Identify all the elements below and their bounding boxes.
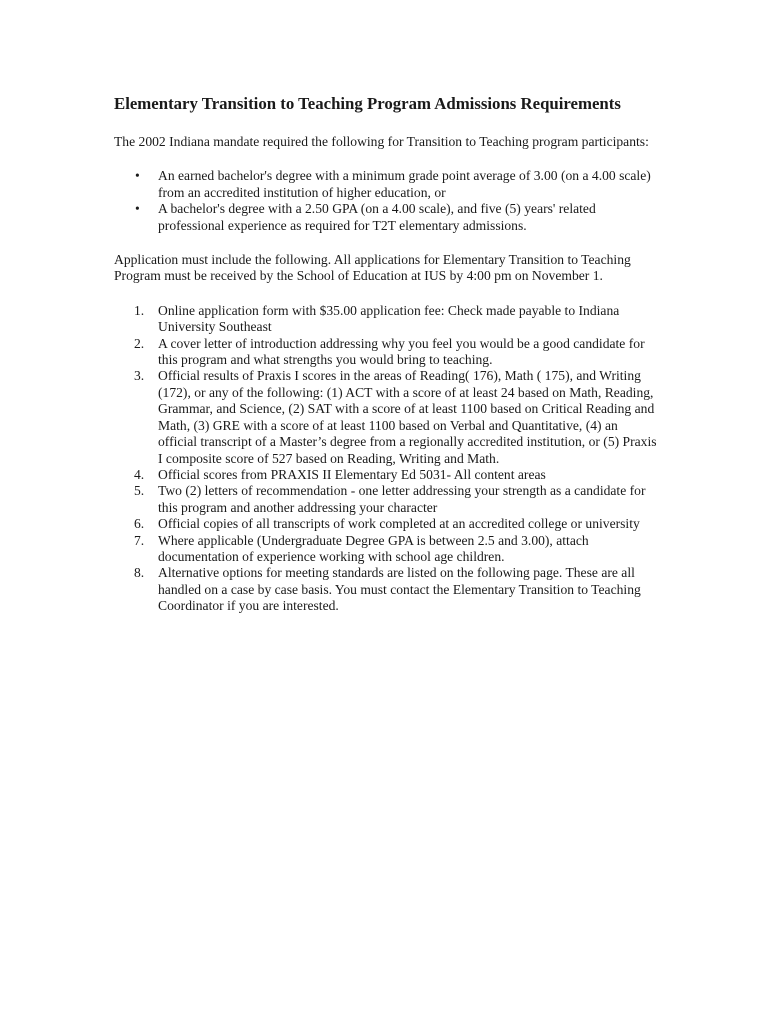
requirement-number: 4. <box>134 466 145 482</box>
requirement-item <box>114 565 659 614</box>
requirement-number: 8. <box>134 565 145 581</box>
requirement-text: Online application form with $35.00 application fee: Check made payable to Indiana University Southeast <box>158 302 620 335</box>
requirements-list <box>114 303 659 615</box>
requirement-item <box>114 303 659 336</box>
requirement-number: 1. <box>134 302 145 318</box>
bullet-item <box>114 201 659 234</box>
requirement-text: Official copies of all transcripts of work completed at an accredited college or university <box>158 516 640 532</box>
intro-paragraph: The 2002 Indiana mandate required the following for Transition to Teaching program participants: <box>114 134 649 149</box>
requirement-number: 2. <box>134 335 145 351</box>
eligibility-bullet-list <box>114 168 659 234</box>
requirement-item <box>114 516 659 532</box>
bullet-text: A bachelor's degree with a 2.50 GPA (on a 4.00 scale), and five (5) years' related professional experience as required for T2T elementary admissions. <box>158 201 596 233</box>
requirement-item <box>114 467 659 483</box>
requirement-item <box>114 336 659 369</box>
requirement-text: Two (2) letters of recommendation - one letter addressing your strength as a candidate for this program and another addressing your character <box>158 483 646 515</box>
bullet-text: An earned bachelor's degree with a minimum grade point average of 3.00 (on a 4.00 scale) from an accredited institution of higher education, or <box>158 168 651 200</box>
requirement-text: Official results of Praxis I scores in the areas of Reading( 176), Math ( 175), and Writing (172), or any of the following: (1) ACT with a score of at least 24 based on Math, Reading, Grammar, and Science, (2) SAT with a score of at least 1100 based on Critical Reading and Math, (3) GRE with a score of at least 1100 based on Verbal and Quantitative, (4) an official transcript of a Master’s degree from a regionally accredited institution, or (5) Praxis I composite score of 527 based on Reading, Writing and Math. <box>158 368 657 466</box>
document-title: Elementary Transition to Teaching Program Admissions Requirements <box>114 94 621 113</box>
requirement-number: 7. <box>134 532 145 548</box>
requirement-number: 3. <box>134 368 145 384</box>
bullet-icon: • <box>135 201 140 217</box>
requirement-text: Where applicable (Undergraduate Degree GPA is between 2.5 and 3.00), attach documentation of experience working with school age children. <box>158 532 589 564</box>
application-paragraph: Application must include the following. All applications for Elementary Transition to Teaching Program must be received by the School of Education at IUS by 4:00 pm on November 1. <box>114 252 631 284</box>
requirement-item <box>114 533 659 566</box>
requirement-number: 5. <box>134 483 145 499</box>
requirement-text: A cover letter of introduction addressing why you feel you would be a good candidate for this program and what strengths you would bring to teaching. <box>158 335 645 368</box>
requirement-text: Official scores from PRAXIS II Elementary Ed 5031- All content areas <box>158 466 546 482</box>
requirement-text: Alternative options for meeting standards are listed on the following page. These are all handled on a case by case basis. You must contact the Elementary Transition to Teaching Coordinator if you are interested. <box>158 565 641 614</box>
requirement-item <box>114 368 659 466</box>
requirement-item <box>114 483 659 516</box>
bullet-icon: • <box>135 168 140 184</box>
requirement-number: 6. <box>134 516 145 532</box>
document-content <box>114 94 659 615</box>
bullet-item <box>114 168 659 201</box>
